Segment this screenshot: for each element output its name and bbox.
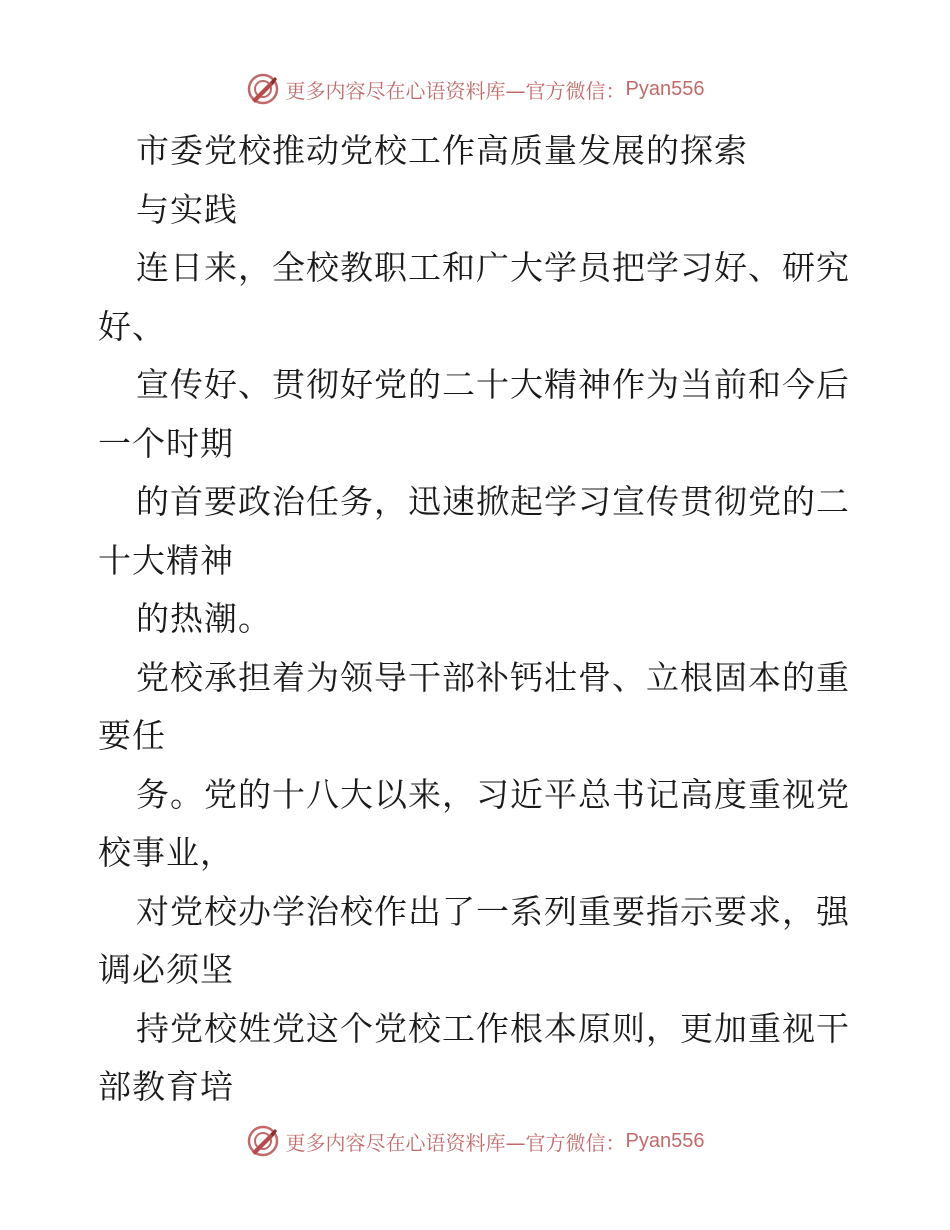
text-line-4: 好、 (98, 306, 166, 346)
text-line-11: 要任 (98, 716, 166, 755)
text-line-17: 部教育培 (98, 1067, 234, 1106)
text-line-12: 务。党的十八大以来，习近平总书记高度重视党 (136, 774, 850, 814)
text-line-15: 调必须坚 (98, 950, 234, 989)
watermark-wechat-id: Pyan556 (625, 1129, 705, 1152)
pen-logo-icon (246, 1124, 280, 1158)
header-watermark (0, 72, 950, 106)
watermark-wechat-id: Pyan556 (625, 77, 705, 100)
watermark-text: 更多内容尽在心语资料库—官方微信： (285, 78, 626, 103)
text-line-16: 持党校姓党这个党校工作根本原则，更加重视干 (136, 1008, 850, 1048)
text-line-7: 的首要政治任务，迅速掀起学习宣传贯彻党的二 (136, 482, 850, 521)
text-line-3: 连日来，全校教职工和广大学员把学习好、研究 (136, 248, 850, 287)
watermark-text: 更多内容尽在心语资料库—官方微信： (285, 1130, 626, 1155)
text-line-13: 校事业， (98, 833, 234, 872)
document-body (98, 122, 858, 1117)
text-line-2: 与实践 (136, 189, 238, 229)
text-line-10: 党校承担着为领导干部补钙壮骨、立根固本的重 (136, 657, 850, 697)
text-line-1: 市委党校推动党校工作高质量发展的探索 (136, 131, 748, 170)
text-line-6: 一个时期 (98, 423, 234, 463)
text-line-9: 的热潮。 (136, 599, 272, 638)
pen-logo-icon (246, 72, 280, 106)
footer-watermark (0, 1124, 950, 1158)
text-line-5: 宣传好、贯彻好党的二十大精神作为当前和今后 (136, 365, 850, 404)
text-line-14: 对党校办学治校作出了一系列重要指示要求，强 (136, 891, 850, 931)
text-line-8: 十大精神 (98, 540, 234, 580)
